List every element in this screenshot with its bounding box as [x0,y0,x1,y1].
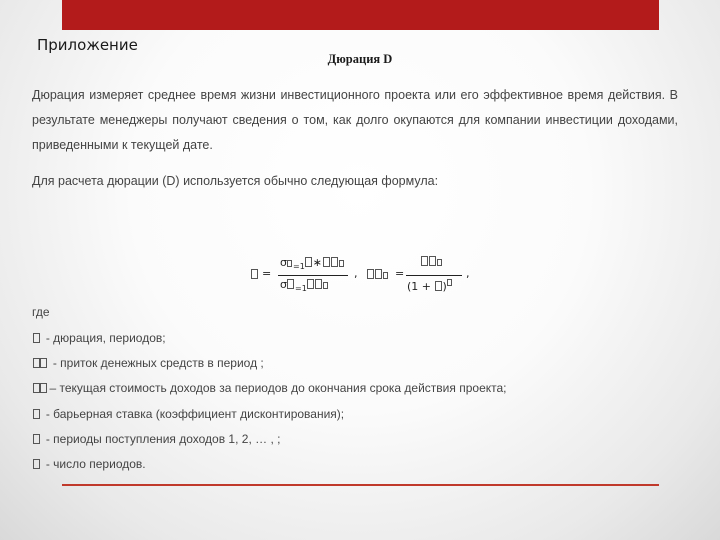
definition-item [32,407,344,421]
definition-text: – текущая стоимость доходов за периодов до окончания срока действия проекта; [49,381,507,395]
slide-title: Дюрация D [327,52,393,66]
bottom-rule [62,484,659,486]
formula-numerator [280,256,344,271]
formula-pv-symbol [366,268,388,281]
paren-close: ) [442,280,447,293]
definition-text: - барьерная ставка (коэффициент дисконтирования); [42,407,345,421]
formula-intro: Для расчета дюрации (D) используется обычно следующая формула: [32,174,439,188]
formula-equals-2: = [395,267,405,280]
sum-lower-limit: =1 [292,262,305,271]
intro-paragraph: Дюрация измеряет среднее время жизни инвестиционного проекта или его эффективное время действия. В результате менеджеры получают сведения о том, как долго окупаются для компании инвестиции доходами, приведенными к текущей дате. [32,88,678,152]
definition-item [32,457,146,471]
formula-cf-numerator [420,255,442,268]
definition-item [32,381,507,395]
formula-comma-1: , [354,267,358,280]
duration-formula [250,254,480,298]
definition-item [32,432,280,446]
fraction-line-1 [278,275,348,276]
definition-item [32,331,166,345]
formula-d-symbol [250,268,258,281]
where-label: где [32,305,50,319]
sum-symbol: σ [280,256,287,269]
fraction-line-2 [406,275,462,276]
formula-denominator [280,278,329,293]
sum-symbol: σ [280,278,287,291]
definition-text: - приток денежных средств в период ; [49,356,264,370]
definition-text: - число периодов. [42,457,146,471]
top-accent-bar [62,0,659,30]
formula-comma-2: , [466,267,470,280]
times-sign: ∗ [312,256,322,269]
appendix-label: Приложение [37,36,138,54]
definition-text: - периоды поступления доходов 1, 2, … , ; [42,432,281,446]
sum-lower-limit: =1 [294,284,307,293]
one-plus-text: (1 + [407,280,435,293]
formula-equals: = [262,267,272,280]
definition-text: - дюрация, периодов; [42,331,166,345]
definition-item [32,356,264,370]
formula-discount-denominator [407,278,453,293]
